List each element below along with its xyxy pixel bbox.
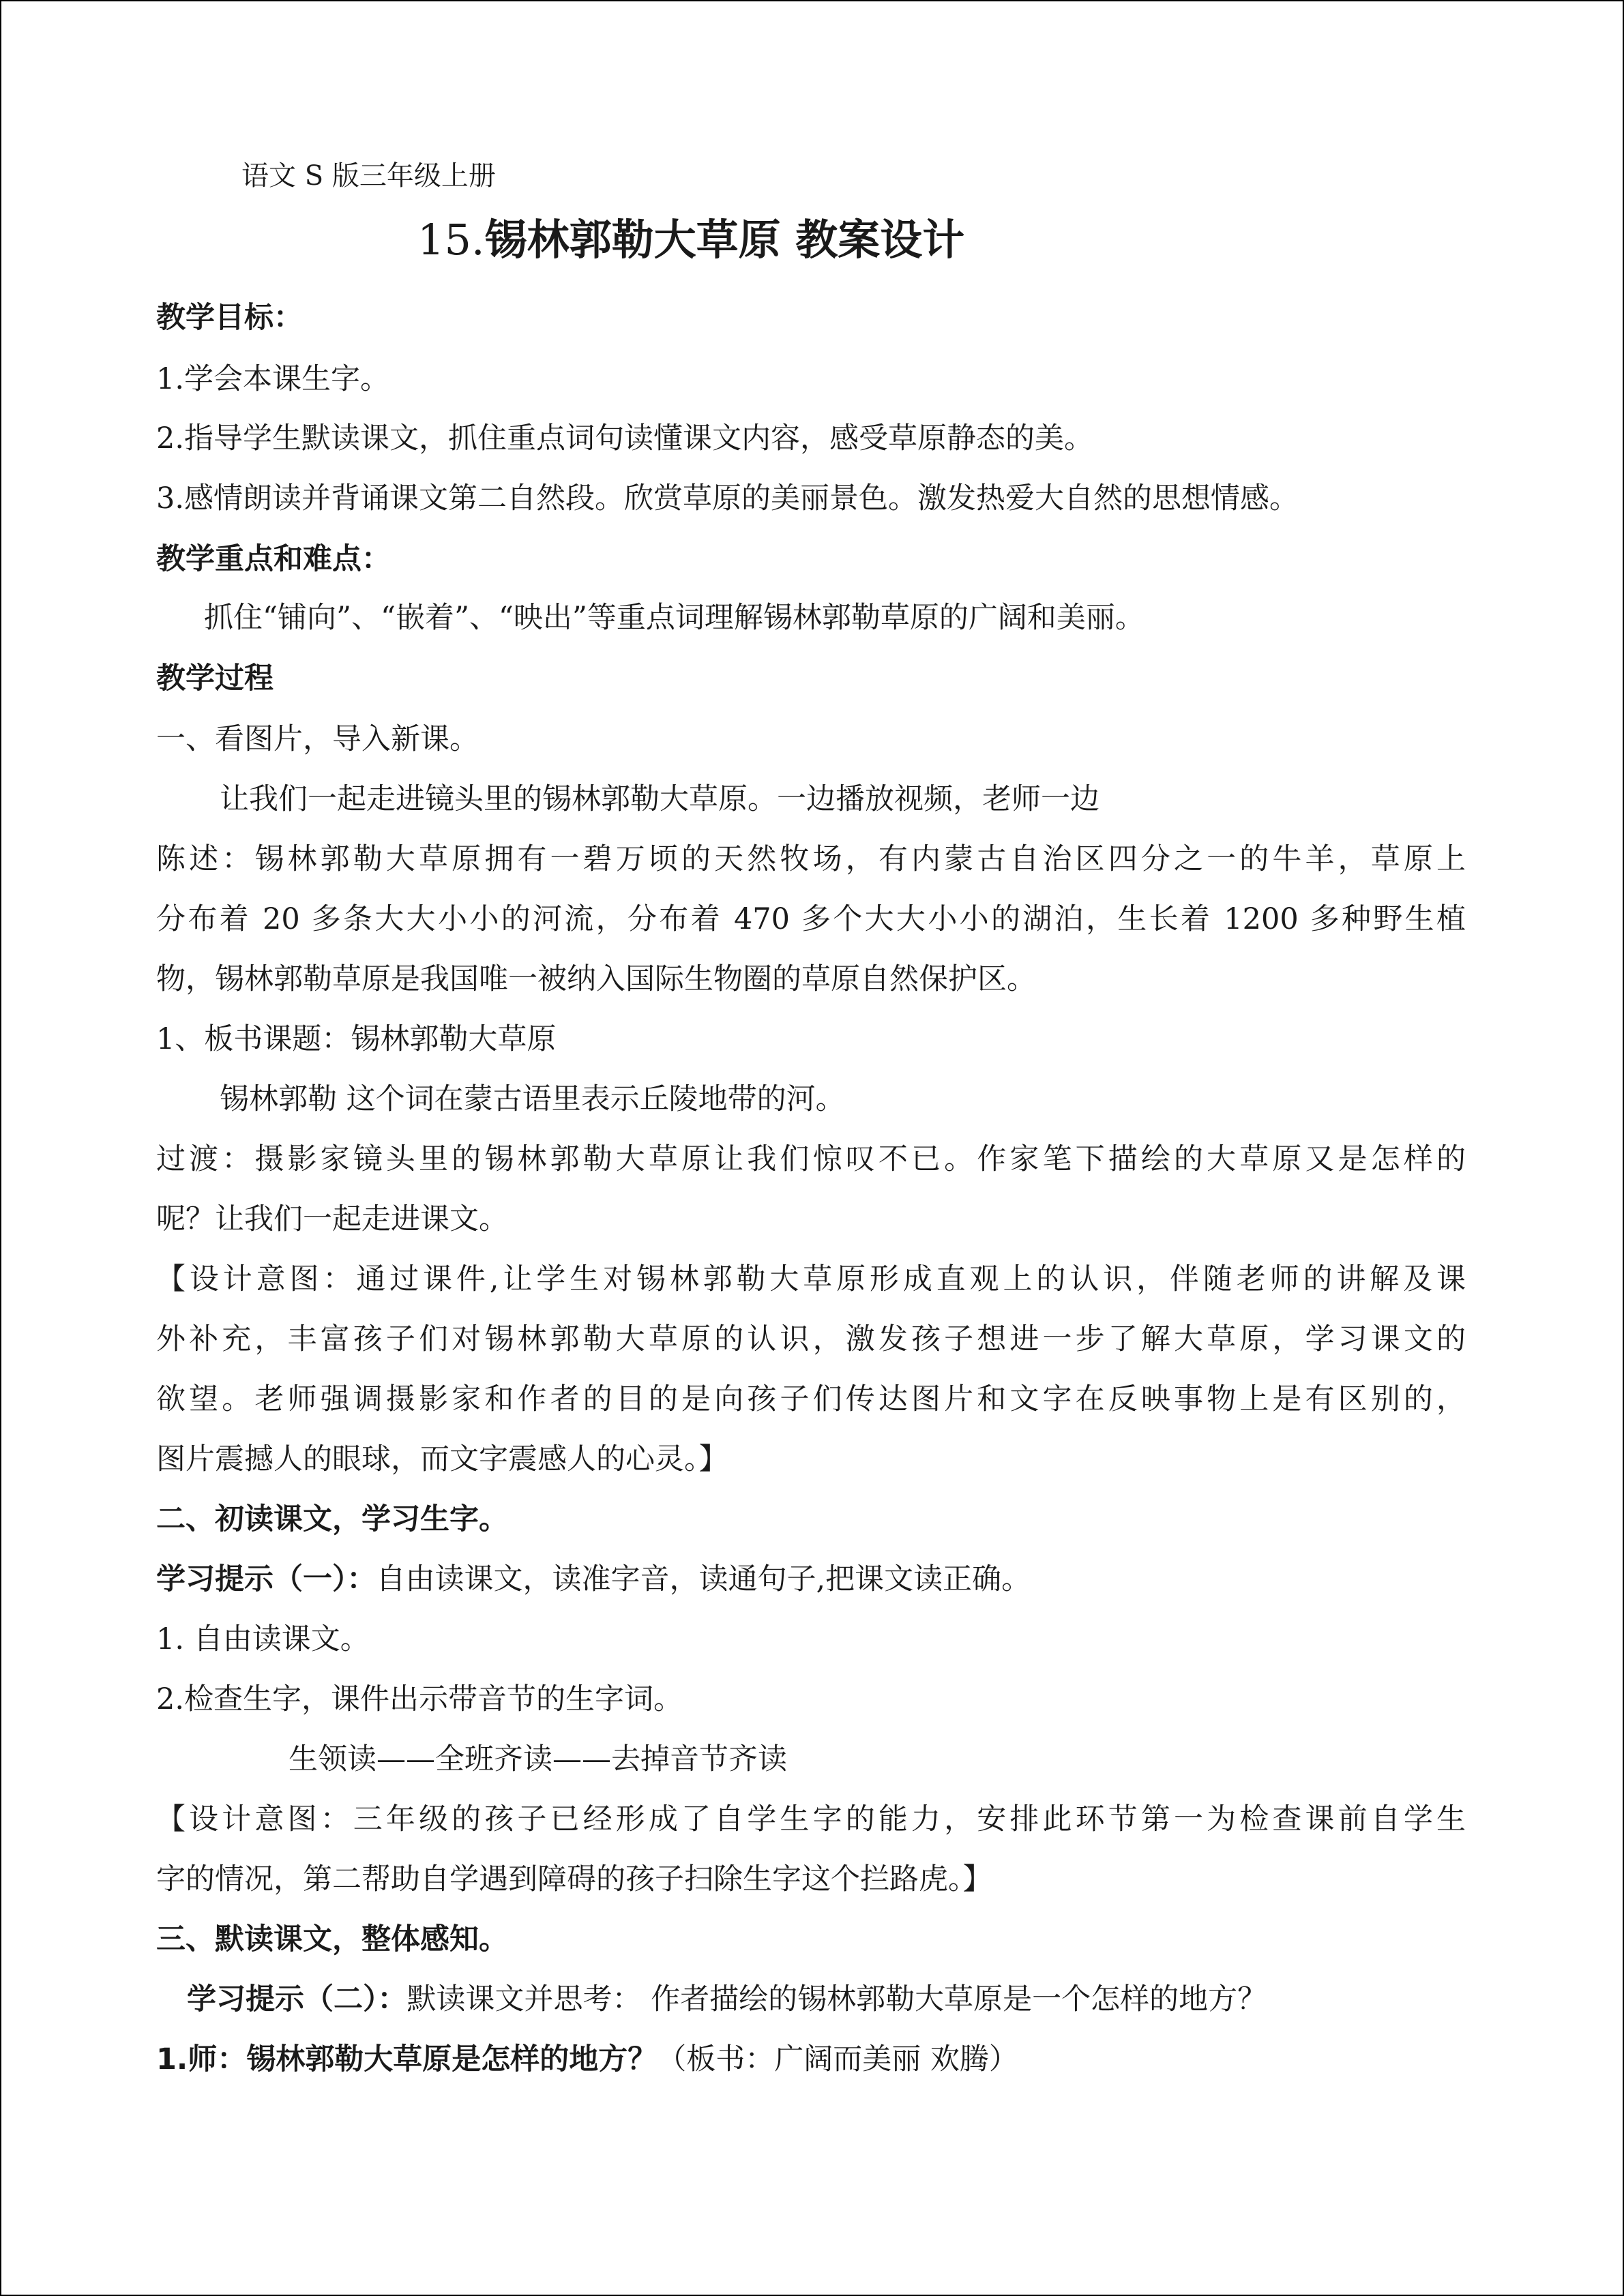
study-tip-2-text: 默读课文并思考： 作者描绘的锡林郭勒大草原是一个怎样的地方？	[407, 1982, 1267, 2016]
step3-question	[156, 2039, 1018, 2080]
step1-heading: 一、看图片，导入新课。	[156, 722, 479, 756]
design-intent-1-line-3: 欲望。老师强调摄影家和作者的目的是向孩子们传达图片和文字在反映事物上是有区别的，	[156, 1382, 1466, 1416]
key-points-text: 抓住“铺向”、“嵌着”、“映出”等重点词理解锡林郭勒草原的广阔和美丽。	[204, 601, 1145, 635]
design-intent-1-line-4: 图片震撼人的眼球，而文字震感人的心灵。】	[156, 1442, 728, 1476]
step1-board-title: 1、板书课题：锡林郭勒大草原	[156, 1022, 557, 1056]
study-tip-1-text: 自由读课文，读准字音，读通句子,把课文读正确。	[376, 1562, 1031, 1596]
step2-item-2: 2.检查生字，课件出示带音节的生字词。	[156, 1682, 683, 1716]
goal-item-2: 2.指导学生默读课文，抓住重点词句读懂课文内容，感受草原静态的美。	[156, 421, 1094, 456]
step1-paragraph-2-line-1: 陈述：锡林郭勒大草原拥有一碧万顷的天然牧场，有内蒙古自治区四分之一的牛羊，草原上	[156, 842, 1466, 876]
step3-question-bold: 1.师：锡林郭勒大草原是怎样的地方？	[156, 2042, 658, 2076]
study-tip-2	[187, 1979, 1267, 2020]
study-tip-1-label: 学习提示（一）：	[156, 1562, 377, 1596]
step1-paragraph-2-line-2: 分布着 20 多条大大小小的河流，分布着 470 多个大大小小的湖泊，生长着 1200 多种野生植	[156, 902, 1466, 936]
transition-line-2: 呢？让我们一起走进课文。	[156, 1202, 508, 1236]
step1-explanation: 锡林郭勒 这个词在蒙古语里表示丘陵地带的河。	[220, 1082, 845, 1116]
study-tip-1	[156, 1559, 1031, 1600]
subject-label: 语文 S 版三年级上册	[241, 160, 496, 192]
title-text: 锡林郭勒大草原 教案设计	[484, 215, 965, 265]
step3-question-board: （板书：广阔而美丽 欢腾）	[657, 2042, 1018, 2076]
design-intent-2-line-1: 【设计意图：三年级的孩子已经形成了自学生字的能力，安排此环节第一为检查课前自学生	[156, 1802, 1466, 1836]
step2-item-1: 1. 自由读课文。	[156, 1622, 370, 1656]
goal-item-1: 1.学会本课生字。	[156, 362, 390, 396]
step1-paragraph-2-line-3: 物，锡林郭勒草原是我国唯一被纳入国际生物圈的草原自然保护区。	[156, 962, 1036, 996]
goal-item-3: 3.感情朗读并背诵课文第二自然段。欣赏草原的美丽景色。激发热爱大自然的思想情感。	[156, 481, 1299, 516]
step3-heading: 三、默读课文，整体感知。	[156, 1922, 508, 1956]
transition-line-1: 过渡：摄影家镜头里的锡林郭勒大草原让我们惊叹不已。作家笔下描绘的大草原又是怎样的	[156, 1142, 1466, 1176]
design-intent-1-line-1: 【设计意图：通过课件,让学生对锡林郭勒大草原形成直观上的认识，伴随老师的讲解及课	[156, 1262, 1466, 1296]
goals-heading: 教学目标：	[156, 301, 303, 335]
step2-heading: 二、初读课文，学习生字。	[156, 1502, 508, 1536]
process-heading: 教学过程	[156, 661, 274, 696]
study-tip-2-label: 学习提示（二）：	[187, 1982, 407, 2016]
design-intent-2-line-2: 字的情况，第二帮助自学遇到障碍的孩子扫除生字这个拦路虎。】	[156, 1862, 992, 1896]
step1-paragraph-1: 让我们一起走进镜头里的锡林郭勒大草原。一边播放视频，老师一边	[220, 782, 1099, 816]
step2-reading-flow: 生领读——全班齐读——去掉音节齐读	[289, 1742, 787, 1776]
design-intent-1-line-2: 外补充，丰富孩子们对锡林郭勒大草原的认识，激发孩子想进一步了解大草原，学习课文的	[156, 1322, 1466, 1356]
page-title	[417, 213, 964, 267]
title-number: 15.	[417, 215, 485, 265]
key-points-heading: 教学重点和难点：	[156, 542, 391, 576]
